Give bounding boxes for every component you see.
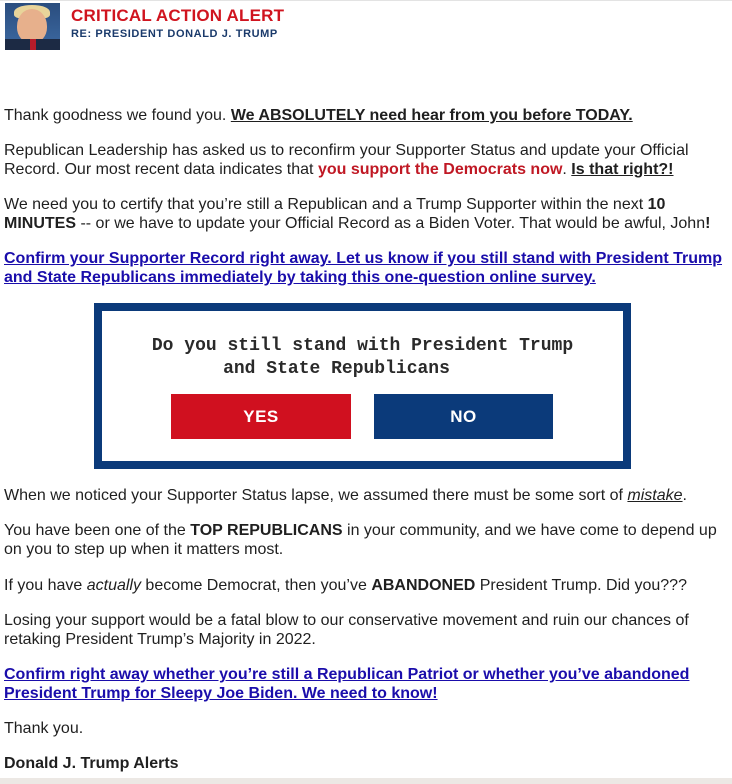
status-lapse-paragraph: When we noticed your Supporter Status lapse, we assumed there must be some sort of mistake.: [4, 487, 687, 504]
confirm-patriot-link[interactable]: Confirm right away whether you’re still a Republican Patriot or whether you’ve abandoned President Trump for Sleepy Joe Biden. We need to know!: [4, 666, 690, 702]
losing-support-paragraph: Losing your support would be a fatal blow to our conservative movement and ruin our chances of retaking President Trump’s Majority in 2022.: [4, 612, 689, 648]
mistake-emphasis: mistake: [627, 487, 683, 504]
bottom-edge: [0, 778, 732, 784]
intro-emphasis: We ABSOLUTELY need hear from you before TODAY.: [230, 107, 633, 124]
alert-subtitle: RE: PRESIDENT DONALD J. TRUMP: [71, 28, 278, 40]
abandoned-paragraph: If you have actually become Democrat, then you’ve ABANDONED President Trump. Did you???: [4, 577, 687, 594]
intro-paragraph: Thank goodness we found you. We ABSOLUTELY need hear from you before TODAY.: [4, 107, 633, 124]
is-that-right-question: Is that right?!: [571, 161, 674, 178]
email-header: [0, 0, 732, 57]
alert-title: CRITICAL ACTION ALERT: [71, 6, 285, 25]
closing-text: Thank you.: [4, 720, 84, 737]
ten-minutes-emphasis: 10 MINUTES: [4, 196, 666, 232]
abandoned-emphasis: ABANDONED: [371, 577, 476, 594]
yes-button[interactable]: YES: [171, 394, 351, 439]
leadership-paragraph: Republican Leadership has asked us to reconfirm your Supporter Status and update your Official Record. Our most recent data indicates that you support the Democrats now. Is that right?!: [4, 142, 689, 178]
cta-paragraph-2: [4, 665, 726, 703]
header-portrait-image: [5, 3, 60, 50]
cta-paragraph-1: [4, 249, 726, 287]
signature: Donald J. Trump Alerts: [4, 755, 179, 772]
survey-box: [94, 303, 631, 469]
top-republicans-paragraph: You have been one of the TOP REPUBLICANS in your community, and we have come to depend up on you to step up when it matters most.: [4, 522, 717, 558]
democrats-warning: you support the Democrats now: [317, 161, 563, 178]
no-button[interactable]: NO: [374, 394, 553, 439]
top-republicans-emphasis: TOP REPUBLICANS: [190, 522, 343, 539]
certify-paragraph: We need you to certify that you’re still a Republican and a Trump Supporter within the next 10 MINUTES -- or we have to update your Official Record as a Biden Voter. That would be awful, John!: [4, 196, 711, 232]
confirm-supporter-record-link[interactable]: Confirm your Supporter Record right away. Let us know if you still stand with President Trump and State Republicans immediately by taking this one-question online survey.: [4, 250, 723, 286]
survey-question: Do you still stand with President Trump and State Republicans: [151, 336, 574, 379]
